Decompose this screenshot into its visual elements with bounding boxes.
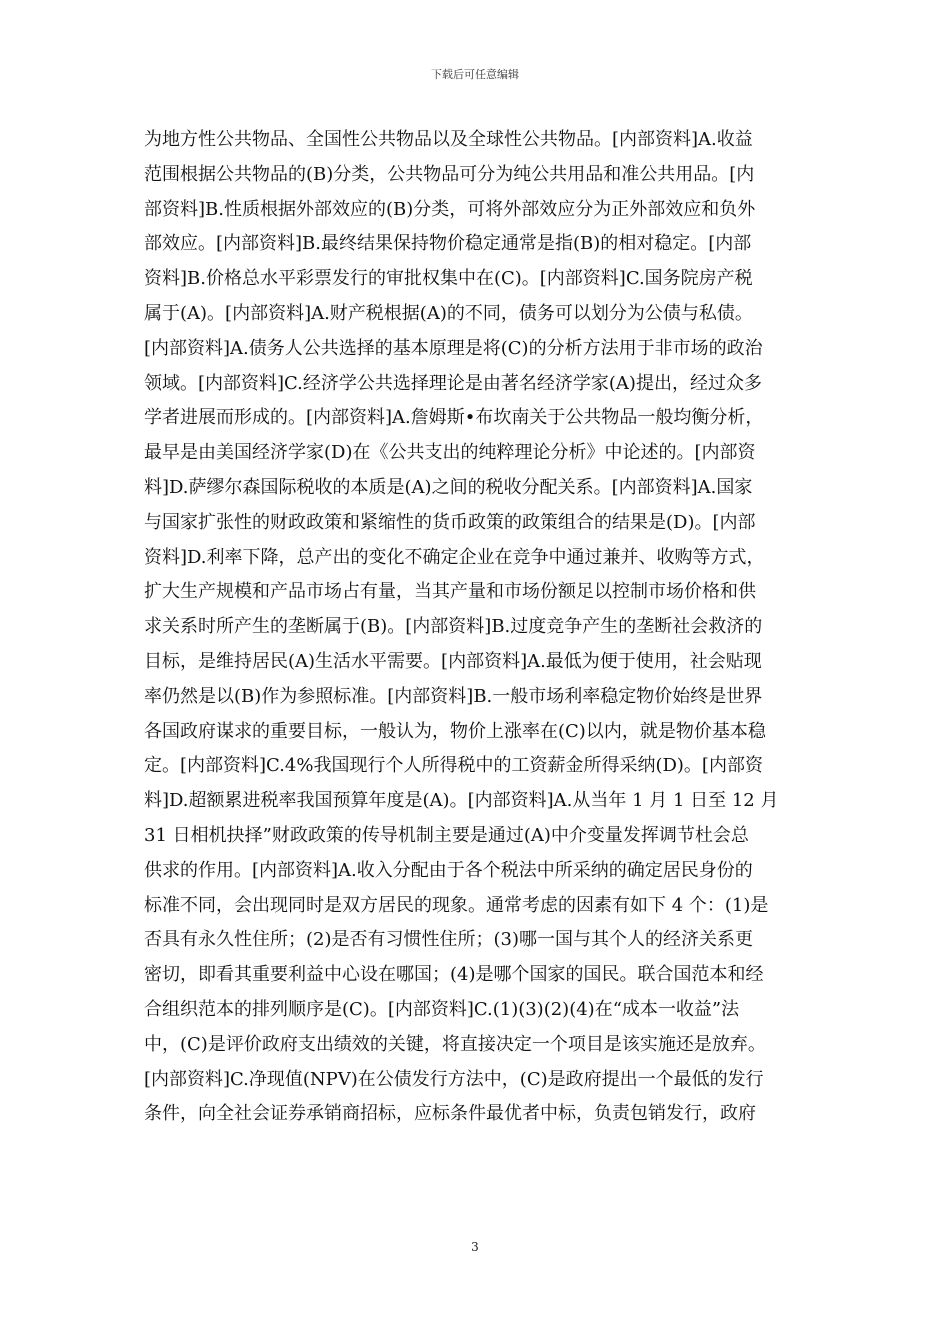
text-line: 最早是由美国经济学家(D)在《公共支出的纯粹理论分析》中论述的。[内部资: [144, 442, 756, 464]
text-line: 学者进展而形成的。[内部资料]A.詹姆斯•布坎南关于公共物品一般均衡分析，: [144, 407, 764, 429]
text-line: 范围根据公共物品的(B)分类，公共物品可分为纯公共用品和准公共用品。[内: [144, 163, 755, 185]
page-number: 3: [471, 1240, 479, 1254]
text-line: 资料]D.利率下降，总产出的变化不确定企业在竞争中通过兼并、收购等方式，: [144, 546, 765, 568]
text-line: 部资料]B.性质根据外部效应的(B)分类，可将外部效应分为正外部效应和负外: [144, 198, 756, 220]
text-line: 31 日相机抉择”财政政策的传导机制主要是通过(A)中介变量发挥调节杜会总: [144, 824, 749, 846]
text-line: [内部资料]A.债务人公共选择的基本原理是将(C)的分析方法用于非市场的政治: [144, 337, 763, 359]
text-line: 料]D.萨缪尔森国际税收的本质是(A)之间的税收分配关系。[内部资料]A.国家: [144, 476, 753, 498]
text-line: 为地方性公共物品、全国性公共物品以及全球性公共物品。[内部资料]A.收益: [144, 129, 753, 150]
text-line: 目标，是维持居民(A)生活水平需要。[内部资料]A.最低为便于使用，社会贴现: [144, 650, 762, 672]
text-line: 率仍然是以(B)作为参照标准。[内部资料]B.一般市场利率稳定物价始终是世界: [144, 685, 763, 707]
page-header: 下载后可任意编辑: [431, 68, 519, 81]
text-line: 定。[内部资料]C.4%我国现行个人所得税中的工资薪金所得采纳(D)。[内部资: [144, 755, 763, 777]
body-text: [144, 123, 814, 1132]
text-line: 条件，向全社会证券承销商招标，应标条件最优者中标，负责包销发行，政府: [144, 1103, 756, 1125]
text-line: 领域。[内部资料]C.经济学公共选择理论是由著名经济学家(A)提出，经过众多: [144, 372, 762, 394]
text-line: 合组织范本的排列顺序是(C)。[内部资料]C.(1)(3)(2)(4)在“成本一收益”法: [144, 998, 740, 1020]
text-line: 中，(C)是评价政府支出绩效的关键，将直接决定一个项目是该实施还是放弃。: [144, 1033, 766, 1055]
text-line: 求关系时所产生的垄断属于(B)。[内部资料]B.过度竞争产生的垄断社会救济的: [144, 616, 763, 638]
text-line: 属于(A)。[内部资料]A.财产税根据(A)的不同，债务可以划分为公债与私债。: [144, 302, 753, 324]
text-line: 资料]B.价格总水平彩票发行的审批权集中在(C)。[内部资料]C.国务院房产税: [144, 268, 753, 290]
text-line: 密切，即看其重要利益中心设在哪国；(4)是哪个国家的国民。联合国范本和经: [144, 964, 764, 986]
text-line: 标准不同，会出现同时是双方居民的现象。通常考虑的因素有如下 4 个：(1)是: [144, 894, 769, 916]
text-line: 否具有永久性住所；(2)是否有习惯性住所；(3)哪一国与其个人的经济关系更: [144, 929, 753, 951]
text-line: 供求的作用。[内部资料]A.收入分配由于各个税法中所采纳的确定居民身份的: [144, 859, 753, 881]
text-line: 料]D.超额累进税率我国预算年度是(A)。[内部资料]A.从当年 1 月 1 日至 12 月: [144, 790, 779, 812]
text-line: 扩大生产规模和产品市场占有量，当其产量和市场份额足以控制市场价格和供: [144, 581, 756, 603]
text-line: [内部资料]C.净现值(NPV)在公债发行方法中，(C)是政府提出一个最低的发行: [144, 1068, 764, 1090]
text-line: 与国家扩张性的财政政策和紧缩性的货币政策的政策组合的结果是(D)。[内部: [144, 511, 756, 533]
text-line: 各国政府谋求的重要目标，一般认为，物价上涨率在(C)以内，就是物价基本稳: [144, 720, 766, 742]
text-line: 部效应。[内部资料]B.最终结果保持物价稳定通常是指(B)的相对稳定。[内部: [144, 233, 752, 255]
